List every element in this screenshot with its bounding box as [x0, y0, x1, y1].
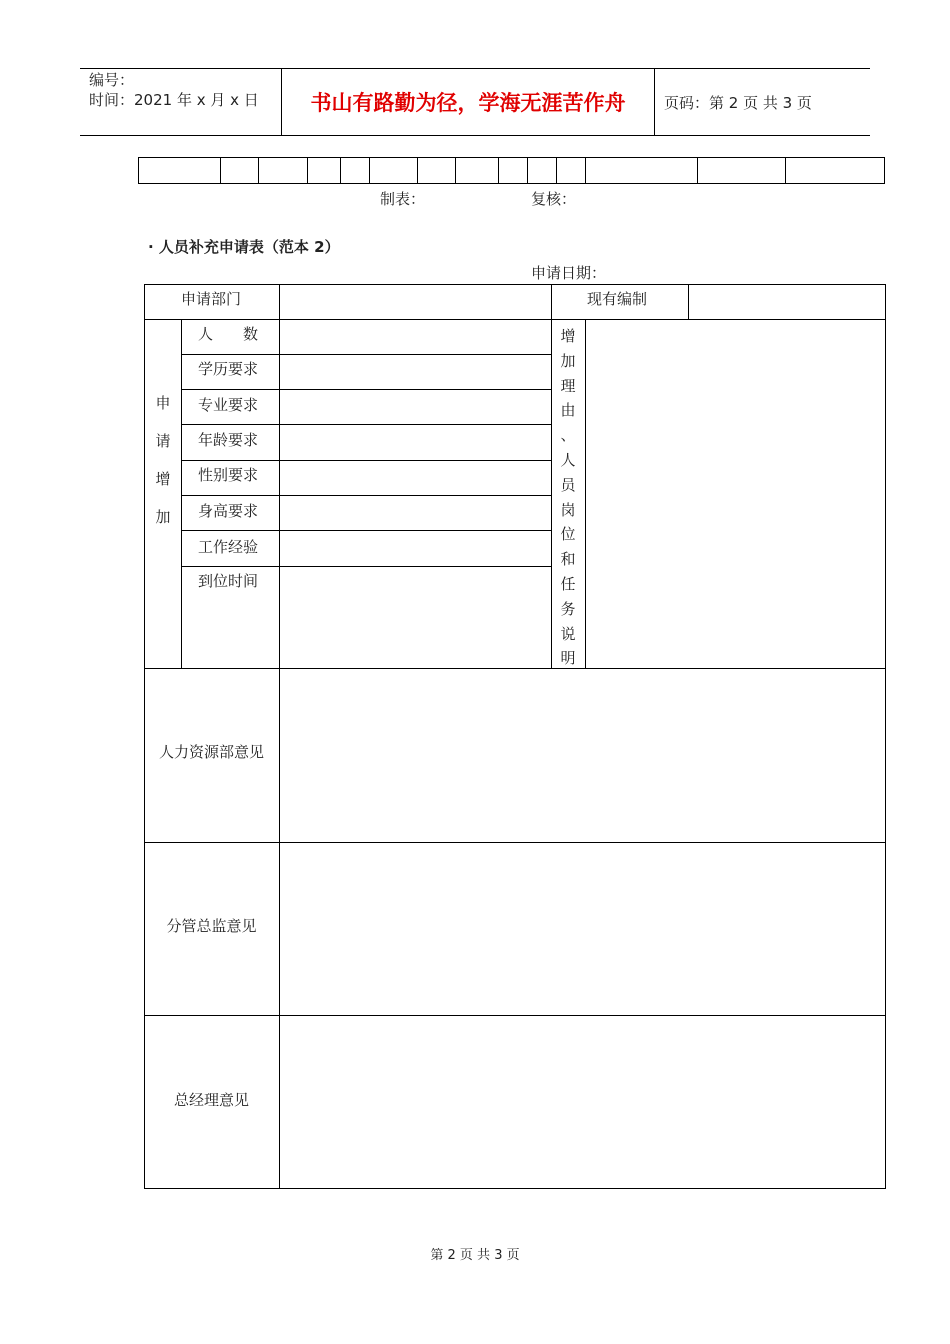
prepared-by-label: 制表：	[380, 190, 426, 208]
director-opinion-field[interactable]	[281, 844, 884, 1014]
department-label: 申请部门	[181, 290, 242, 308]
gm-opinion-label: 总经理意见	[173, 1091, 249, 1109]
reason-label: 增 加 理 由 、 人 员 岗 位 和 任 务 说 明	[560, 327, 576, 668]
apply-date-label: 申请日期：	[531, 264, 607, 282]
department-field[interactable]	[281, 286, 549, 318]
reviewed-by-label: 复核：	[531, 190, 577, 208]
continued-table-row	[138, 157, 885, 184]
header-page-info: 页码：第 2 页 共 3 页	[664, 94, 812, 112]
field-label-headcount: 人 数	[198, 325, 259, 343]
apply-increase-label: 申 请 增 加	[155, 394, 171, 526]
field-label-age: 年龄要求	[198, 431, 259, 449]
field-value-experience[interactable]	[281, 532, 550, 565]
header-divider-left	[281, 68, 282, 136]
field-value-arrival-time[interactable]	[281, 568, 550, 667]
director-opinion-label: 分管总监意见	[166, 917, 257, 935]
header-divider-right	[654, 68, 655, 136]
reason-field[interactable]	[587, 321, 884, 667]
current-staffing-field[interactable]	[690, 286, 884, 318]
field-value-major[interactable]	[281, 391, 550, 423]
field-value-headcount[interactable]	[281, 321, 550, 353]
header-motto: 书山有路勤为径，学海无涯苦作舟	[310, 91, 626, 115]
field-value-education[interactable]	[281, 356, 550, 388]
hr-opinion-label: 人力资源部意见	[158, 743, 264, 761]
field-label-gender: 性别要求	[198, 466, 259, 484]
field-label-experience: 工作经验	[198, 538, 259, 556]
field-value-age[interactable]	[281, 426, 550, 459]
section-title: · 人员补充申请表（范本 2）	[148, 238, 340, 256]
field-value-height[interactable]	[281, 497, 550, 529]
footer-page-number: 第 2 页 共 3 页	[430, 1248, 520, 1263]
field-label-height: 身高要求	[198, 502, 259, 520]
field-label-education: 学历要求	[198, 360, 259, 378]
header-code-label: 编号：	[89, 71, 135, 89]
current-staffing-label: 现有编制	[587, 290, 648, 308]
field-value-gender[interactable]	[281, 462, 550, 494]
gm-opinion-field[interactable]	[281, 1017, 884, 1187]
field-label-arrival-time: 到位时间	[198, 572, 259, 590]
header-top-rule	[80, 68, 870, 69]
header-bottom-rule	[80, 135, 870, 136]
header-date: 时间：2021 年 x 月 x 日	[89, 91, 259, 109]
field-label-major: 专业要求	[198, 396, 259, 414]
hr-opinion-field[interactable]	[281, 670, 884, 841]
